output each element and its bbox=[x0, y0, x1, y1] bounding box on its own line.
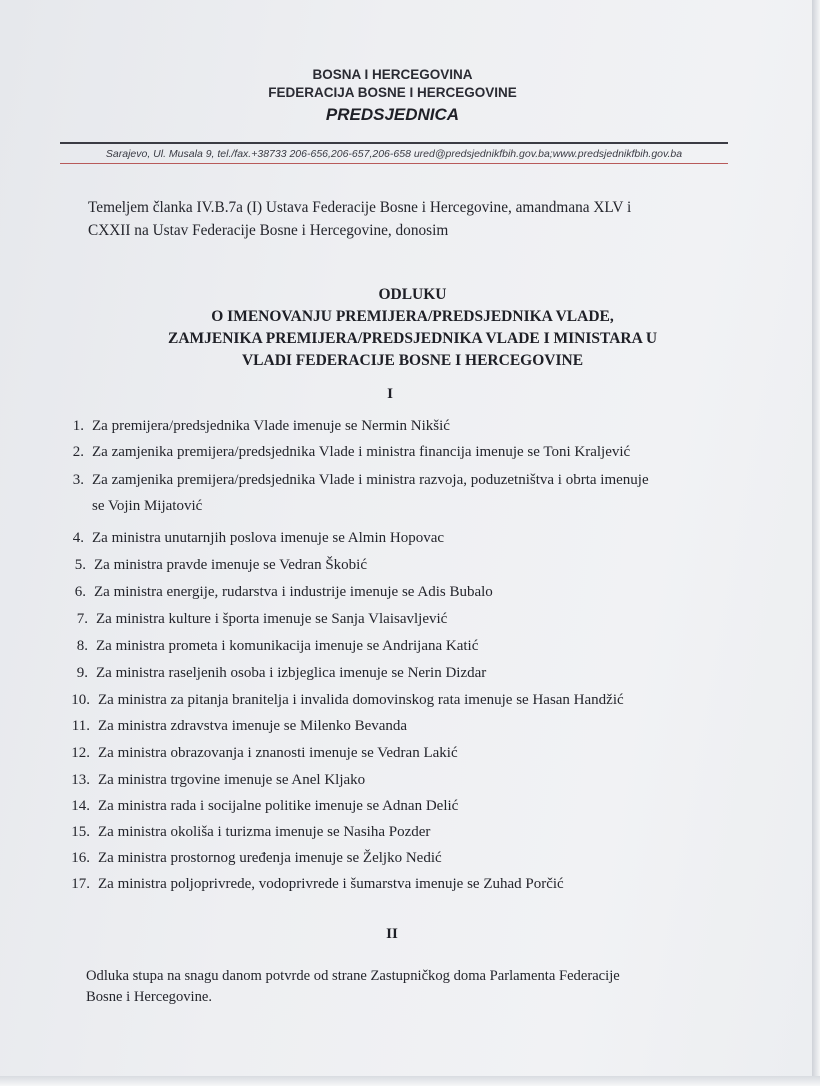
item-text: Za ministra energije, rudarstva i industrije imenuje se Adis Bubalo bbox=[94, 584, 493, 600]
item-number: 2. bbox=[72, 444, 84, 460]
item-number: 4. bbox=[72, 530, 84, 546]
item-text: Za ministra poljoprivrede, vodoprivrede i šumarstva imenuje se Zuhad Porčić bbox=[98, 876, 564, 892]
item-number: 9. bbox=[76, 665, 88, 681]
letterhead-address: Sarajevo, Ul. Musala 9, tel./fax.+38733 206-656,206-657,206-658 ured@predsjednikfbih.gov.ba;www.predsjednikfbih.gov.ba bbox=[105, 148, 683, 160]
preamble-line: CXXII na Ustav Federacije Bosne i Hercegovine, donosim bbox=[88, 222, 449, 239]
item-text: Za ministra za pitanja branitelja i invalida domovinskog rata imenuje se Hasan Handžić bbox=[98, 692, 624, 708]
item-text: Za ministra trgovine imenuje se Anel Kljako bbox=[98, 772, 366, 788]
item-number: 17. bbox=[71, 876, 90, 892]
item-number: 13. bbox=[71, 772, 90, 788]
item-number: 14. bbox=[71, 798, 90, 814]
title-line: ZAMJENIKA PREMIJERA/PREDSJEDNIKA VLADE I MINISTARA U bbox=[167, 330, 658, 347]
item-number: 3. bbox=[72, 472, 84, 488]
letterhead-office: PREDSJEDNICA bbox=[325, 105, 460, 124]
item-text-continued: se Vojin Mijatović bbox=[92, 498, 203, 514]
closing-paragraph bbox=[86, 966, 726, 1008]
section-heading-i: I bbox=[387, 386, 393, 402]
item-text: Za ministra okoliša i turizma imenuje se Nasiha Pozder bbox=[98, 824, 431, 840]
letterhead-federation: FEDERACIJA BOSNE I HERCEGOVINE bbox=[268, 85, 517, 100]
closing-line: Odluka stupa na snagu danom potvrde od strane Zastupničkog doma Parlamenta Federacije bbox=[86, 968, 620, 984]
item-text: Za ministra rada i socijalne politike imenuje se Adnan Delić bbox=[98, 798, 459, 814]
letterhead bbox=[0, 66, 785, 128]
preamble-line: Temeljem članka IV.B.7a (I) Ustava Federacije Bosne i Hercegovine, amandmana XLV i bbox=[88, 199, 632, 216]
item-text: Za zamjenika premijera/predsjednika Vlade i ministra razvoja, poduzetništva i obrta imenuje bbox=[92, 472, 649, 488]
preamble bbox=[88, 196, 728, 242]
page-edge bbox=[812, 0, 820, 1086]
item-text: Za ministra pravde imenuje se Vedran Škobić bbox=[94, 557, 367, 573]
letterhead-country: BOSNA I HERCEGOVINA bbox=[312, 67, 473, 82]
item-number: 12. bbox=[71, 745, 90, 761]
item-text: Za ministra prometa i komunikacija imenuje se Andrijana Katić bbox=[96, 638, 479, 654]
item-number: 6. bbox=[74, 584, 86, 600]
item-number: 10. bbox=[71, 692, 90, 708]
item-text: Za ministra zdravstva imenuje se Milenko Bevanda bbox=[98, 718, 408, 734]
item-number: 8. bbox=[76, 638, 88, 654]
title-line: VLADI FEDERACIJE BOSNE I HERCEGOVINE bbox=[241, 352, 584, 369]
item-number: 11. bbox=[71, 718, 90, 734]
item-number: 1. bbox=[72, 418, 84, 434]
item-text: Za ministra prostornog uređenja imenuje se Željko Nedić bbox=[98, 850, 442, 866]
address-underline bbox=[60, 163, 728, 164]
item-text: Za ministra unutarnjih poslova imenuje se Almin Hopovac bbox=[92, 530, 445, 546]
decision-title bbox=[60, 284, 765, 372]
item-text: Za ministra kulture i športa imenuje se Sanja Vlaisavljević bbox=[96, 611, 448, 627]
item-number: 7. bbox=[76, 611, 88, 627]
letterhead-divider bbox=[60, 142, 728, 144]
item-number: 5. bbox=[74, 557, 86, 573]
title-line: ODLUKU bbox=[378, 286, 447, 303]
closing-line: Bosne i Hercegovine. bbox=[86, 989, 213, 1005]
item-number: 16. bbox=[71, 850, 90, 866]
item-text: Za premijera/predsjednika Vlade imenuje se Nermin Nikšić bbox=[92, 418, 450, 434]
item-text: Za ministra raseljenih osoba i izbjeglica imenuje se Nerin Dizdar bbox=[96, 665, 487, 681]
item-text: Za zamjenika premijera/predsjednika Vlade i ministra financija imenuje se Toni Kraljević bbox=[92, 444, 631, 460]
item-text: Za ministra obrazovanja i znanosti imenuje se Vedran Lakić bbox=[98, 745, 458, 761]
title-line: O IMENOVANJU PREMIJERA/PREDSJEDNIKA VLADE, bbox=[211, 308, 614, 325]
item-number: 15. bbox=[71, 824, 90, 840]
section-heading-ii: II bbox=[386, 926, 398, 942]
page-bottom-edge bbox=[0, 1076, 820, 1086]
